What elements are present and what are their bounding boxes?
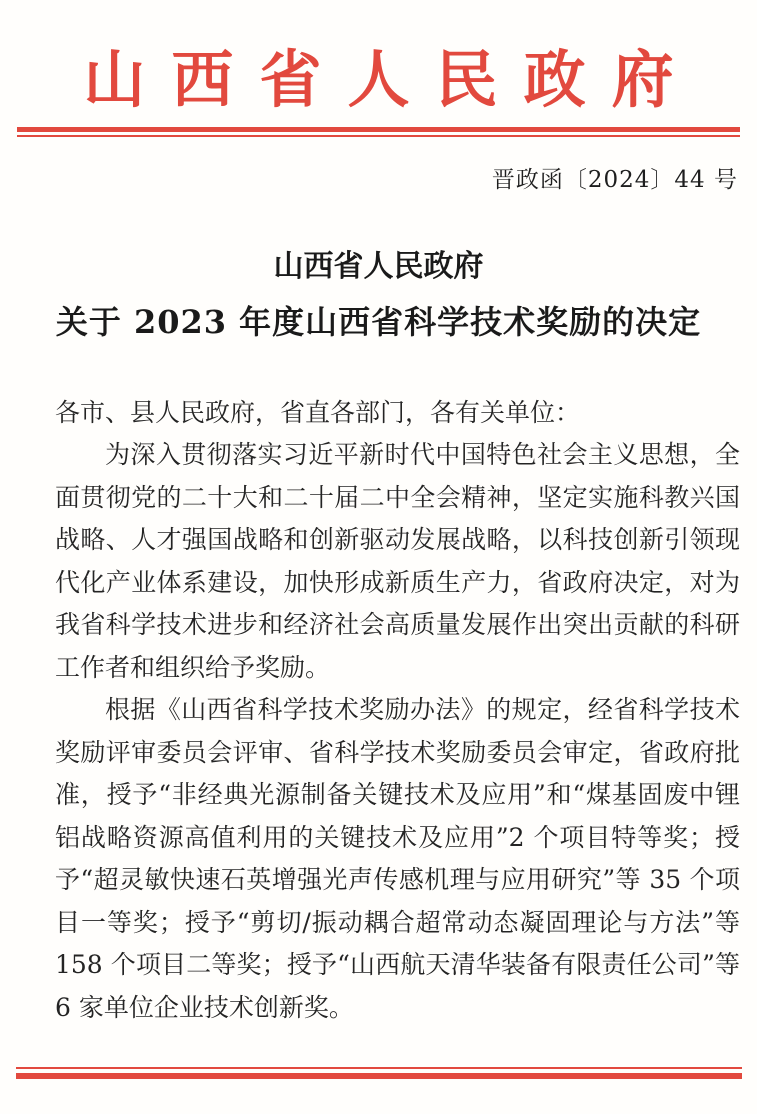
header-rule-thin-line [17, 135, 740, 137]
body-paragraph-2: 根据《山西省科学技术奖励办法》的规定，经省科学技术奖励评审委员会评审、省科学技术奖励委员会审定，省政府批准，授予“非经典光源制备关键技术及应用”和“煤基固废中锂铝战略资源高值利用的关键技术及应用”2 个项目特等奖；授予“超灵敏快速石英增强光声传感机理与应用研究”等 35 个项目一等奖；授予“剪切/振动耦合超常动态凝固理论与方法”等 158 个项目二等奖；授予“山西航天清华装备有限责任公司”等 6 家单位企业技术创新奖。 [55, 695, 740, 1022]
document-number: 晋政函〔2024〕44 号 [491, 167, 738, 194]
document-body [0, 392, 757, 1030]
document-title-line1: 山西省人民政府 [273, 249, 484, 285]
masthead-org-name: 山西省人民政府 [83, 43, 700, 116]
document-title-line2: 关于 2023 年度山西省科学技术奖励的决定 [55, 302, 702, 341]
salutation: 各市、县人民政府，省直各部门，各有关单位： [55, 397, 581, 427]
masthead [0, 0, 757, 115]
document-title [0, 248, 757, 342]
body-paragraph-1: 为深入贯彻落实习近平新时代中国特色社会主义思想，全面贯彻党的二十大和二十届二中全会精神，坚定实施科教兴国战略、人才强国战略和创新驱动发展战略，以科技创新引领现代化产业体系建设，加快形成新质生产力，省政府决定，对为我省科学技术进步和经济社会高质量发展作出突出贡献的科研工作者和组织给予奖励。 [55, 440, 740, 682]
header-double-rule [17, 127, 740, 137]
footer-rule-thick-line [16, 1073, 742, 1079]
footer-double-rule [16, 1067, 742, 1079]
